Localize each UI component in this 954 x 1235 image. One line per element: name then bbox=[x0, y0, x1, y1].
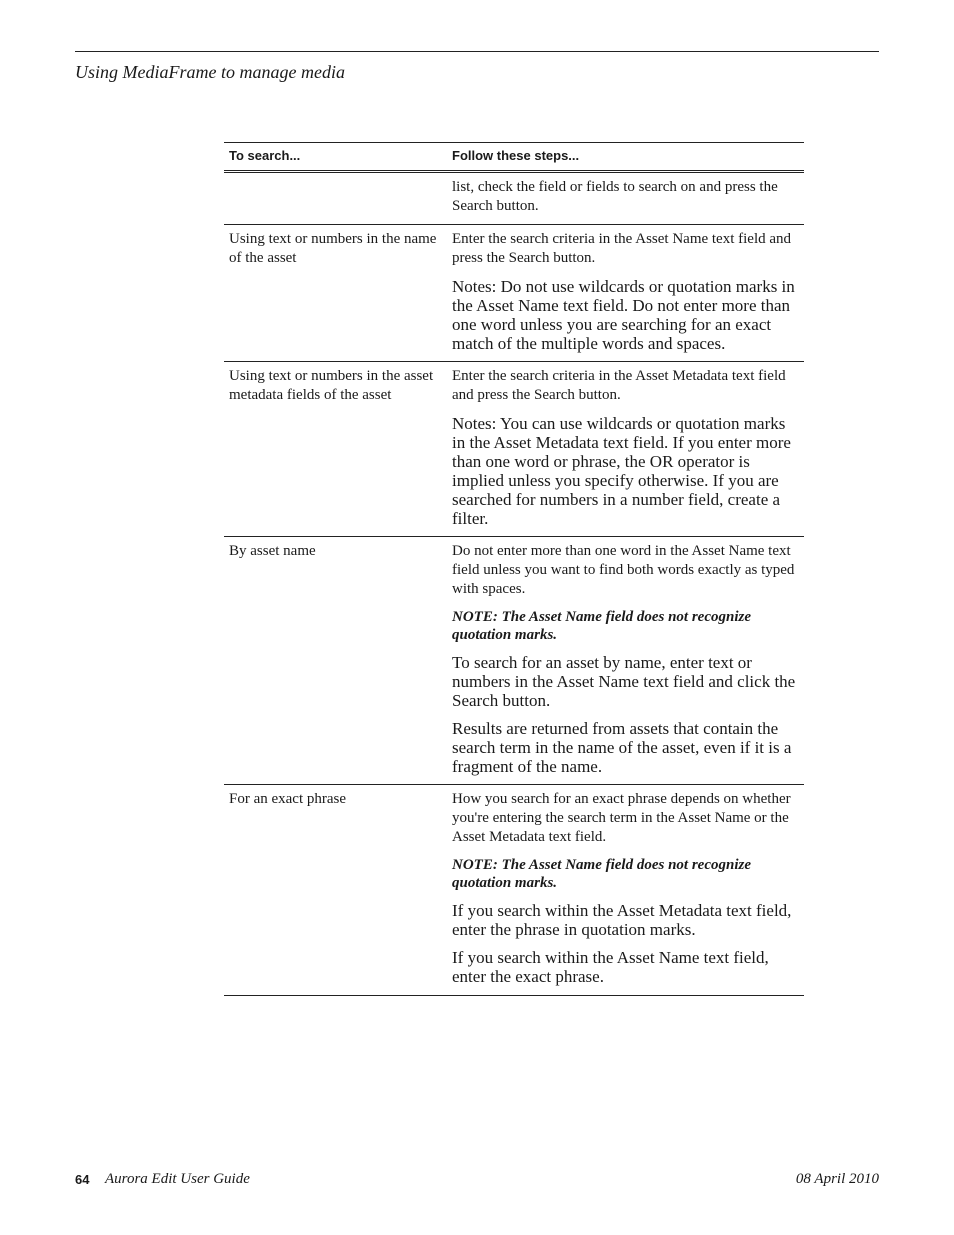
column-header-follow-steps: Follow these steps... bbox=[447, 143, 804, 172]
step-text: To search for an asset by name, enter text or numbers in the Asset Name text field and click the Search button. bbox=[452, 653, 796, 710]
table-header-row bbox=[224, 143, 804, 172]
notes-text: Notes: You can use wildcards or quotation marks in the Asset Metadata text field. If you enter more than one word or phrase, the OR operator is implied unless you specify otherwise. If you are searched for numbers in a number field, create a filter. bbox=[452, 414, 791, 528]
table-row bbox=[224, 362, 804, 537]
steps-cell bbox=[447, 362, 804, 537]
book-title: Aurora Edit User Guide bbox=[105, 1171, 250, 1187]
step-text: If you search within the Asset Name text field, enter the exact phrase. bbox=[452, 948, 769, 986]
step-text: Enter the search criteria in the Asset Metadata text field and press the Search button. bbox=[452, 368, 786, 403]
publication-date: 08 April 2010 bbox=[795, 1171, 879, 1187]
search-method-cell bbox=[224, 172, 447, 225]
table-row bbox=[224, 785, 804, 996]
table-row bbox=[224, 537, 804, 785]
table-row bbox=[224, 225, 804, 362]
step-text: Do not enter more than one word in the Asset Name text field unless you want to find both words exactly as typed with spaces. bbox=[452, 543, 795, 597]
table-row bbox=[224, 172, 804, 225]
header-rule bbox=[75, 51, 879, 52]
notes-text: Notes: Do not use wildcards or quotation marks in the Asset Name text field. Do not enter more than one word unless you are searching for an exact match of the multiple words and spaces. bbox=[452, 277, 795, 353]
step-text: Enter the search criteria in the Asset Name text field and press the Search button. bbox=[452, 231, 792, 266]
page-number: 64 bbox=[75, 1172, 90, 1187]
steps-cell bbox=[447, 537, 804, 785]
search-method-cell: By asset name bbox=[224, 537, 447, 785]
steps-cell bbox=[447, 172, 804, 225]
step-text: If you search within the Asset Metadata text field, enter the phrase in quotation marks. bbox=[452, 901, 792, 939]
column-header-to-search: To search... bbox=[224, 143, 447, 172]
note-text: NOTE: The Asset Name field does not recognize quotation marks. bbox=[452, 857, 751, 891]
chapter-title: Using MediaFrame to manage media bbox=[75, 62, 345, 82]
steps-cell bbox=[447, 785, 804, 996]
search-method-cell: For an exact phrase bbox=[224, 785, 447, 996]
step-text: Results are returned from assets that contain the search term in the name of the asset, even if it is a fragment of the name. bbox=[452, 719, 792, 776]
search-steps-table bbox=[224, 142, 804, 996]
step-text: list, check the field or fields to search on and press the Search button. bbox=[452, 179, 778, 214]
search-method-cell: Using text or numbers in the name of the asset bbox=[224, 225, 447, 362]
search-method-cell: Using text or numbers in the asset metadata fields of the asset bbox=[224, 362, 447, 537]
step-text: How you search for an exact phrase depends on whether you're entering the search term in the Asset Name or the Asset Metadata text field. bbox=[452, 791, 791, 845]
steps-cell bbox=[447, 225, 804, 362]
note-text: NOTE: The Asset Name field does not recognize quotation marks. bbox=[452, 609, 751, 643]
